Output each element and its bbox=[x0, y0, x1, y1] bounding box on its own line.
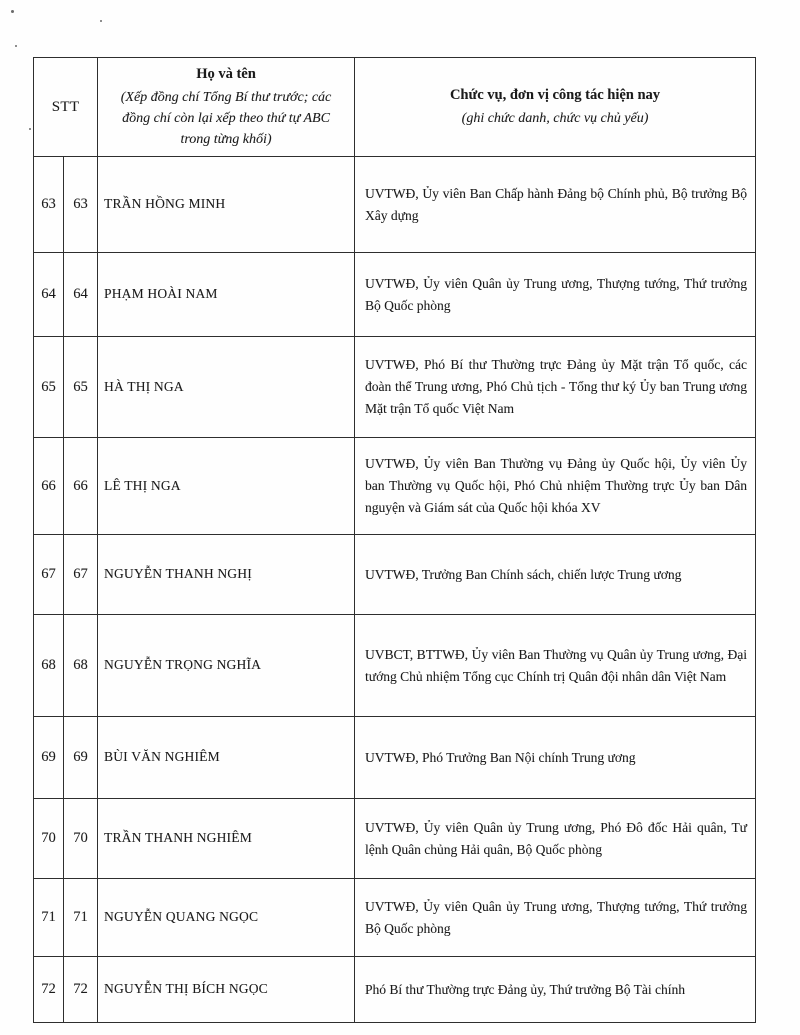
table-row bbox=[34, 157, 756, 253]
stt-cell-2: 63 bbox=[64, 157, 98, 253]
stt-cell: 68 bbox=[34, 615, 64, 717]
stt-cell: 67 bbox=[34, 535, 64, 615]
header-name bbox=[98, 58, 355, 157]
name-cell: LÊ THỊ NGA bbox=[98, 438, 355, 535]
position-cell: UVTWĐ, Phó Trưởng Ban Nội chính Trung ương bbox=[355, 717, 756, 799]
stt-cell-2: 72 bbox=[64, 957, 98, 1023]
header-position bbox=[355, 58, 756, 157]
name-cell: NGUYỄN THỊ BÍCH NGỌC bbox=[98, 957, 355, 1023]
name-cell: HÀ THỊ NGA bbox=[98, 337, 355, 438]
header-position-title: Chức vụ, đơn vị công tác hiện nay bbox=[449, 87, 661, 103]
position-cell: UVTWĐ, Ủy viên Ban Chấp hành Đảng bộ Chính phủ, Bộ trưởng Bộ Xây dựng bbox=[355, 157, 756, 253]
position-cell: UVTWĐ, Ủy viên Quân ủy Trung ương, Thượng tướng, Thứ trưởng Bộ Quốc phòng bbox=[355, 879, 756, 957]
stt-cell: 71 bbox=[34, 879, 64, 957]
name-cell: BÙI VĂN NGHIÊM bbox=[98, 717, 355, 799]
name-cell: NGUYỄN THANH NGHỊ bbox=[98, 535, 355, 615]
table-row bbox=[34, 717, 756, 799]
scan-speck bbox=[29, 128, 31, 130]
position-cell: Phó Bí thư Thường trực Đảng ủy, Thứ trưởng Bộ Tài chính bbox=[355, 957, 756, 1023]
table-row bbox=[34, 535, 756, 615]
table-row bbox=[34, 337, 756, 438]
table-body bbox=[34, 157, 756, 1023]
stt-cell: 64 bbox=[34, 253, 64, 337]
position-cell: UVTWĐ, Ủy viên Quân ủy Trung ương, Thượng tướng, Thứ trưởng Bộ Quốc phòng bbox=[355, 253, 756, 337]
stt-cell: 65 bbox=[34, 337, 64, 438]
table-header-row bbox=[34, 58, 756, 157]
table-row bbox=[34, 957, 756, 1023]
stt-cell-2: 64 bbox=[64, 253, 98, 337]
stt-cell-2: 66 bbox=[64, 438, 98, 535]
stt-cell: 66 bbox=[34, 438, 64, 535]
name-cell: NGUYỄN TRỌNG NGHĨA bbox=[98, 615, 355, 717]
table-row bbox=[34, 253, 756, 337]
header-stt: STT bbox=[34, 58, 98, 157]
position-cell: UVTWĐ, Trưởng Ban Chính sách, chiến lược Trung ương bbox=[355, 535, 756, 615]
stt-cell: 72 bbox=[34, 957, 64, 1023]
header-name-title: Họ và tên bbox=[196, 66, 256, 82]
stt-cell: 63 bbox=[34, 157, 64, 253]
name-cell: TRẦN HỒNG MINH bbox=[98, 157, 355, 253]
stt-cell-2: 70 bbox=[64, 799, 98, 879]
scan-speck bbox=[100, 20, 102, 22]
stt-cell: 70 bbox=[34, 799, 64, 879]
name-cell: PHẠM HOÀI NAM bbox=[98, 253, 355, 337]
stt-cell: 69 bbox=[34, 717, 64, 799]
stt-cell-2: 69 bbox=[64, 717, 98, 799]
table-row bbox=[34, 879, 756, 957]
stt-cell-2: 65 bbox=[64, 337, 98, 438]
position-cell: UVTWĐ, Phó Bí thư Thường trực Đảng ủy Mặt trận Tổ quốc, các đoàn thể Trung ương, Phó Chủ tịch - Tổng thư ký Ủy ban Trung ương Mặt trận Tổ quốc Việt Nam bbox=[355, 337, 756, 438]
stt-cell-2: 67 bbox=[64, 535, 98, 615]
scan-speck bbox=[11, 10, 14, 13]
header-name-note: (Xếp đồng chí Tổng Bí thư trước; các đồng chí còn lại xếp theo thứ tự ABC trong từng khối) bbox=[120, 90, 332, 148]
table-row bbox=[34, 438, 756, 535]
position-cell: UVBCT, BTTWĐ, Ủy viên Ban Thường vụ Quân ủy Trung ương, Đại tướng Chủ nhiệm Tổng cục Chính trị Quân đội nhân dân Việt Nam bbox=[355, 615, 756, 717]
table-row bbox=[34, 799, 756, 879]
stt-cell-2: 71 bbox=[64, 879, 98, 957]
table-row bbox=[34, 615, 756, 717]
name-cell: NGUYỄN QUANG NGỌC bbox=[98, 879, 355, 957]
scan-speck bbox=[15, 45, 17, 47]
header-position-note: (ghi chức danh, chức vụ chủ yếu) bbox=[461, 111, 649, 127]
stt-cell-2: 68 bbox=[64, 615, 98, 717]
name-cell: TRẦN THANH NGHIÊM bbox=[98, 799, 355, 879]
personnel-table bbox=[33, 57, 756, 1023]
position-cell: UVTWĐ, Ủy viên Ban Thường vụ Đảng ủy Quốc hội, Ủy viên Ủy ban Thường vụ Quốc hội, Phó Chủ nhiệm Thường trực Ủy ban Dân nguyện và Giám sát của Quốc hội khóa XV bbox=[355, 438, 756, 535]
position-cell: UVTWĐ, Ủy viên Quân ủy Trung ương, Phó Đô đốc Hải quân, Tư lệnh Quân chủng Hải quân, Bộ Quốc phòng bbox=[355, 799, 756, 879]
